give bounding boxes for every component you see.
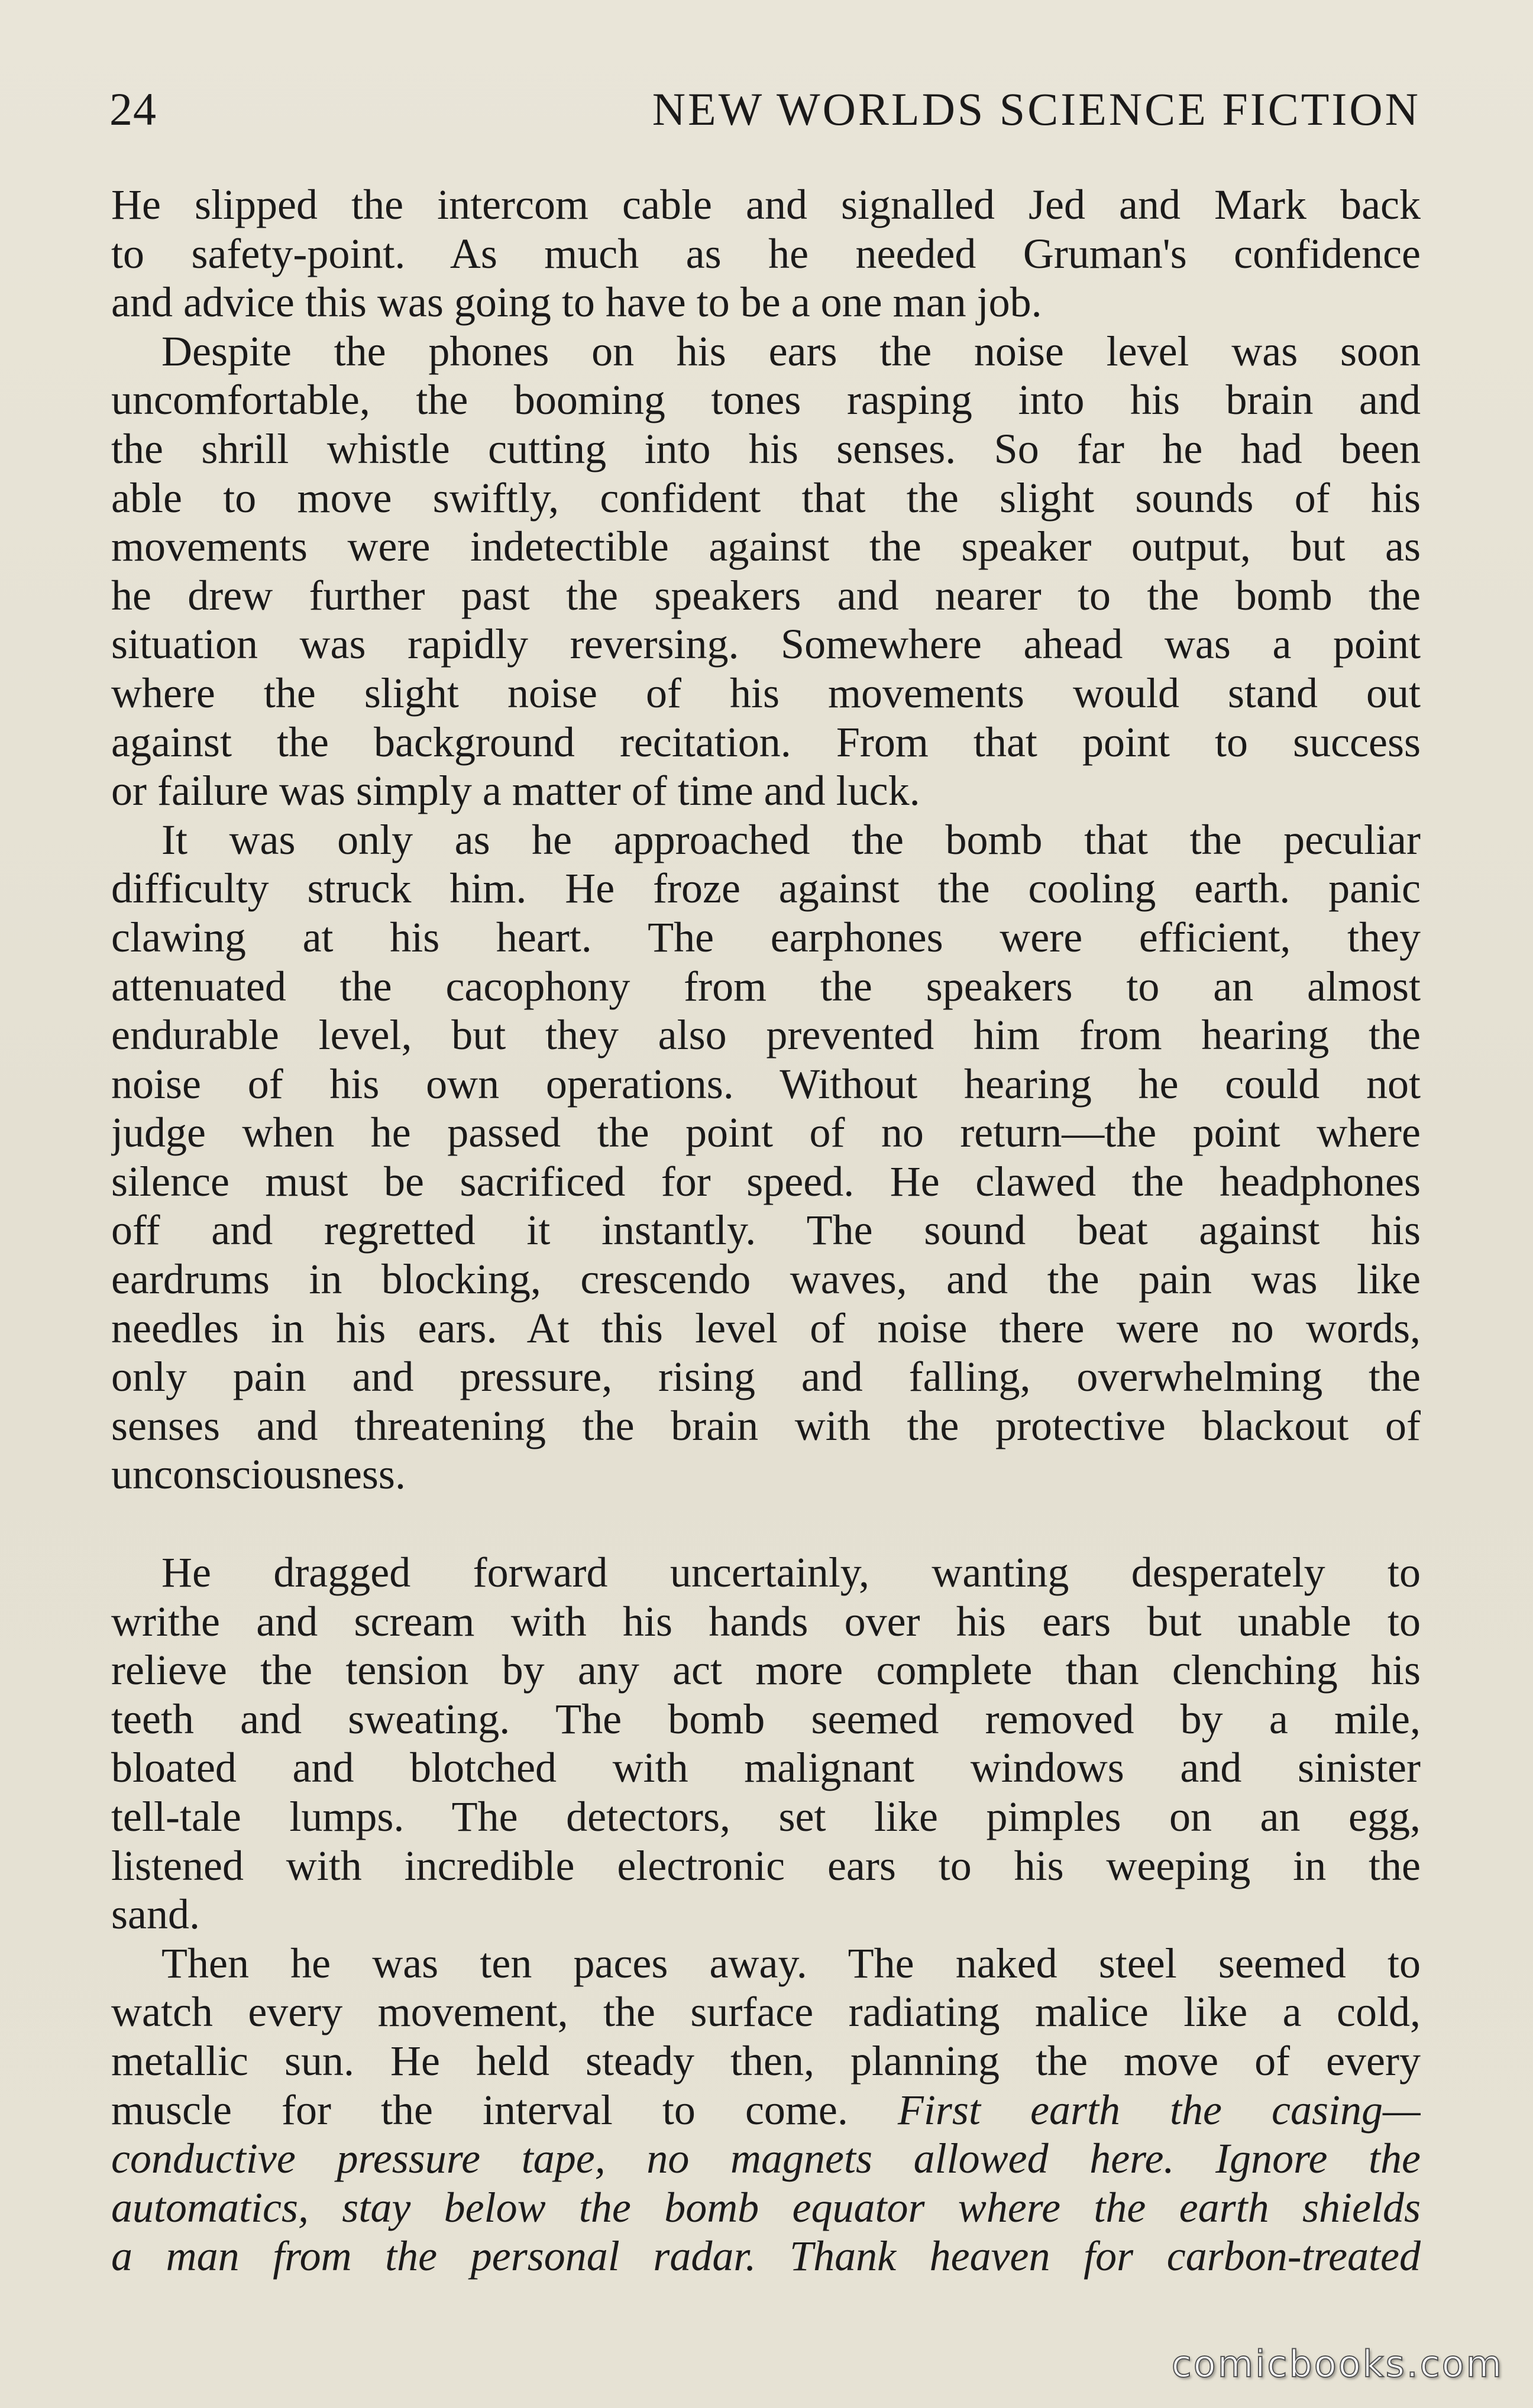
text-line-italic: automatics, stay below the bomb equator where the earth shields: [111, 2183, 1421, 2231]
text-line: unconsciousness.: [111, 1451, 406, 1498]
page-number: 24: [109, 83, 157, 135]
text-line: endurable level, but they also prevented him from hearing the: [111, 1011, 1421, 1059]
text-line: It was only as he approached the bomb that the peculiar: [161, 815, 1421, 863]
text-line-italic: conductive pressure tape, no magnets allowed here. Ignore the: [111, 2135, 1421, 2183]
text-line: movements were indetectible against the speaker output, but as: [111, 523, 1421, 571]
text-line: needles in his ears. At this level of noise there were no words,: [111, 1304, 1421, 1352]
paragraph-5: [111, 1939, 1421, 2281]
running-header: [109, 83, 1421, 136]
text-line: He dragged forward uncertainly, wanting desperately to: [161, 1549, 1421, 1597]
text-line: clawing at his heart. The earphones were efficient, they: [111, 913, 1421, 961]
section-break: [111, 1499, 1421, 1548]
watermark: comicbooks.com: [1171, 2342, 1503, 2386]
paragraph-2: [111, 327, 1421, 815]
text-line: tell-tale lumps. The detectors, set like pimples on an egg,: [111, 1793, 1421, 1840]
running-title: NEW WORLDS SCIENCE FICTION: [652, 83, 1421, 135]
text-line: Then he was ten paces away. The naked steel seemed to: [161, 1939, 1421, 1987]
text-line: watch every movement, the surface radiating malice like a cold,: [111, 1988, 1421, 2036]
text-line: situation was rapidly reversing. Somewhere ahead was a point: [111, 620, 1421, 668]
text-line: sand.: [111, 1891, 200, 1938]
text-line: he drew further past the speakers and nearer to the bomb the: [111, 571, 1421, 619]
text-line: He slipped the intercom cable and signalled Jed and Mark back: [111, 181, 1421, 228]
text-line: judge when he passed the point of no return—the point where: [111, 1109, 1421, 1157]
text-line: attenuated the cacophony from the speakers to an almost: [111, 962, 1421, 1010]
text-line: able to move swiftly, confident that the slight sounds of his: [111, 474, 1421, 522]
text-line: the shrill whistle cutting into his senses. So far he had been: [111, 425, 1421, 472]
text-line-mixed: [111, 2086, 1421, 2135]
text-roman: muscle for the interval to come.: [111, 2086, 898, 2134]
text-line: listened with incredible electronic ears to his weeping in the: [111, 1841, 1421, 1889]
text-line: Despite the phones on his ears the noise level was soon: [161, 327, 1421, 375]
text-line: relieve the tension by any act more complete than clenching his: [111, 1646, 1421, 1694]
text-line: and advice this was going to have to be a one man job.: [111, 279, 1042, 326]
body-text: [111, 180, 1421, 2281]
text-line: difficulty struck him. He froze against the cooling earth. panic: [111, 865, 1421, 912]
text-line: teeth and sweating. The bomb seemed removed by a mile,: [111, 1695, 1421, 1743]
text-line: eardrums in blocking, crescendo waves, and the pain was like: [111, 1255, 1421, 1303]
paragraph-4: [111, 1548, 1421, 1939]
text-line-italic: [111, 2232, 1421, 2281]
paragraph-1: [111, 180, 1421, 327]
text-line: only pain and pressure, rising and falling, overwhelming the: [111, 1353, 1421, 1401]
text-line: against the background recitation. From that point to success: [111, 718, 1421, 766]
text-italic: a man from the personal radar.: [111, 2232, 790, 2280]
text-line: to safety-point. As much as he needed Gruman's confidence: [111, 229, 1421, 277]
text-italic: Thank heaven for carbon-treated: [790, 2232, 1421, 2280]
paragraph-3: [111, 815, 1421, 1499]
text-italic: First earth the casing—: [897, 2086, 1421, 2134]
text-line: off and regretted it instantly. The sound beat against his: [111, 1206, 1421, 1254]
text-line: metallic sun. He held steady then, planning the move of every: [111, 2037, 1421, 2085]
text-line: senses and threatening the brain with the protective blackout of: [111, 1402, 1421, 1449]
text-line: noise of his own operations. Without hearing he could not: [111, 1060, 1421, 1108]
text-line: writhe and scream with his hands over his ears but unable to: [111, 1597, 1421, 1645]
text-line: bloated and blotched with malignant windows and sinister: [111, 1744, 1421, 1792]
text-line: or failure was simply a matter of time and luck.: [111, 767, 920, 815]
text-line: uncomfortable, the booming tones rasping into his brain and: [111, 376, 1421, 424]
text-line: silence must be sacrificed for speed. He clawed the headphones: [111, 1157, 1421, 1205]
text-line: where the slight noise of his movements would stand out: [111, 669, 1421, 717]
